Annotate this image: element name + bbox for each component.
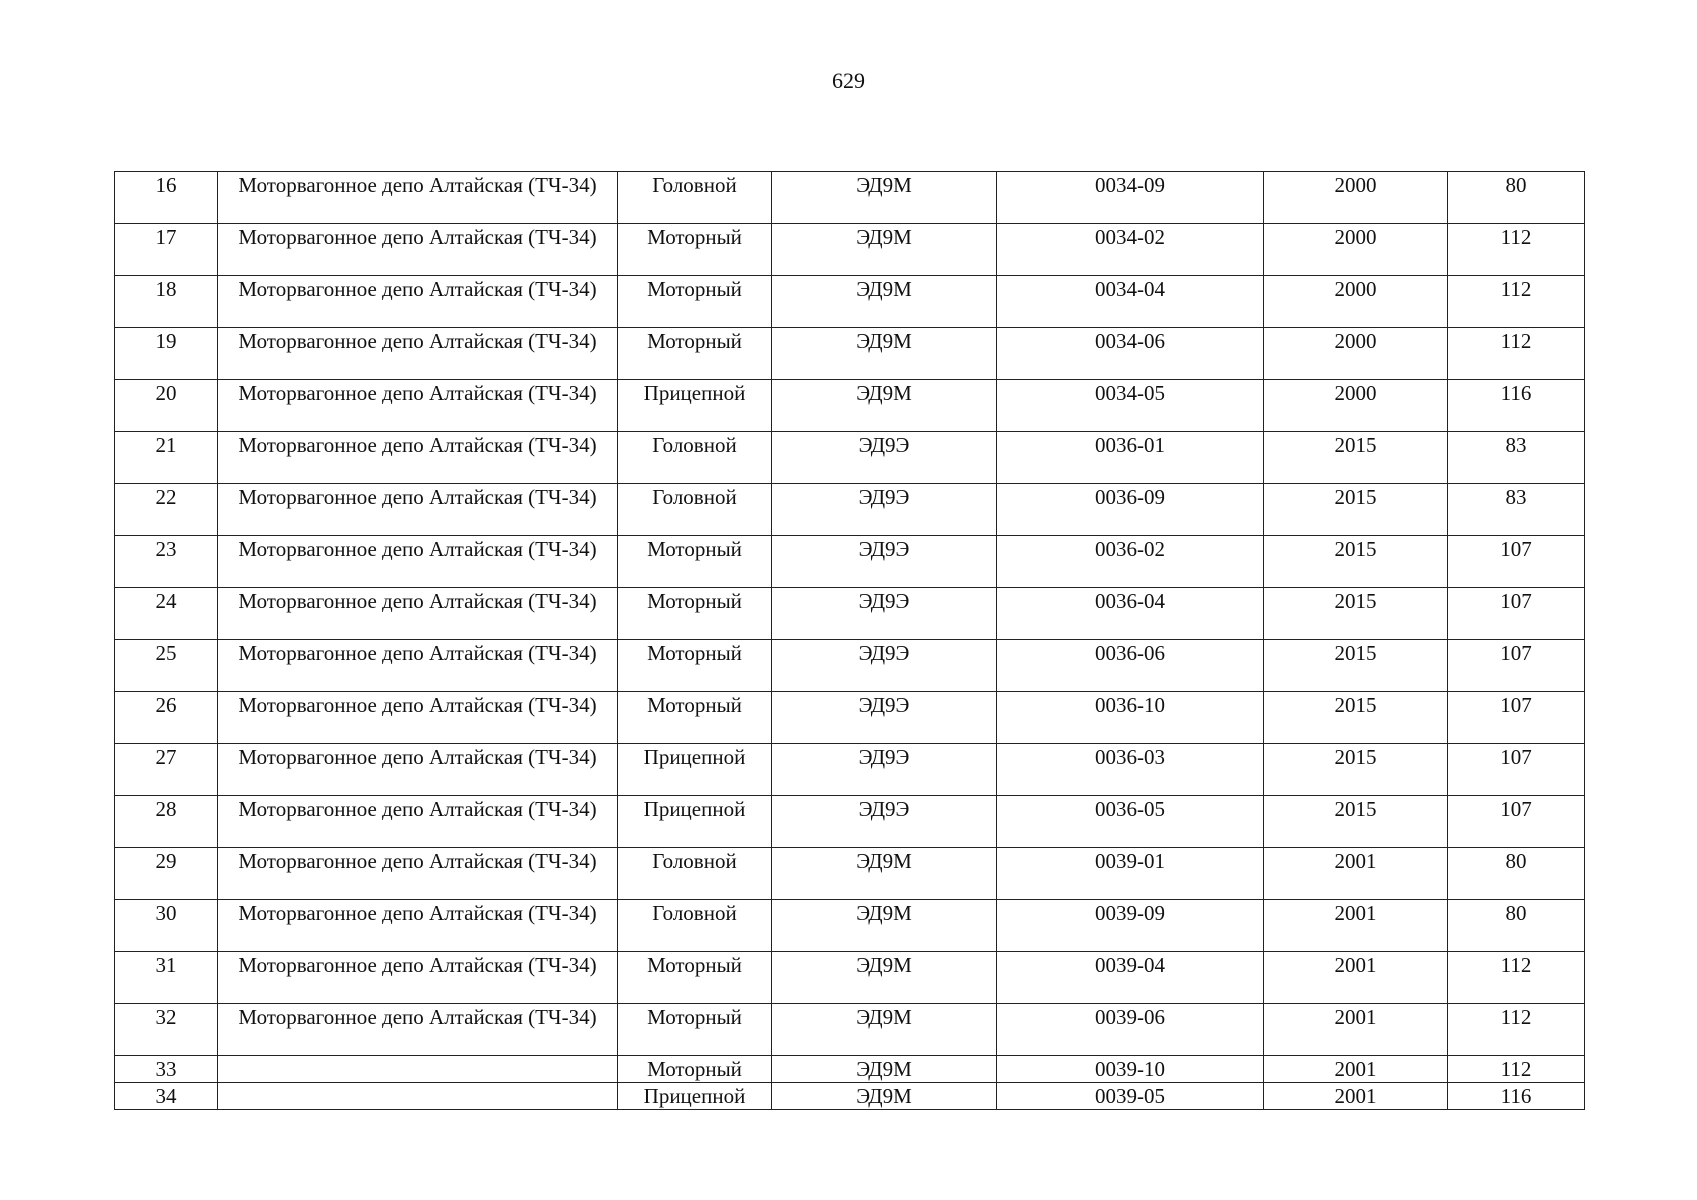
table-row: [115, 1083, 1585, 1110]
value-cell: 107: [1448, 796, 1585, 848]
page-number: 629: [832, 68, 865, 93]
car-number-cell: 0039-01: [997, 848, 1264, 900]
table-row: [115, 952, 1585, 1004]
value-cell: 107: [1448, 692, 1585, 744]
value-cell: 112: [1448, 276, 1585, 328]
series-cell: ЭД9М: [772, 224, 997, 276]
value-cell: 107: [1448, 588, 1585, 640]
table-row: [115, 172, 1585, 224]
depot-cell: Моторвагонное депо Алтайская (ТЧ-34): [218, 900, 618, 952]
series-cell: ЭД9М: [772, 1083, 997, 1110]
series-cell: ЭД9Э: [772, 588, 997, 640]
depot-cell: Моторвагонное депо Алтайская (ТЧ-34): [218, 1004, 618, 1056]
table-row: [115, 224, 1585, 276]
series-cell: ЭД9М: [772, 952, 997, 1004]
value-cell: 116: [1448, 1083, 1585, 1110]
car-number-cell: 0039-06: [997, 1004, 1264, 1056]
car-number-cell: 0034-09: [997, 172, 1264, 224]
table-row: [115, 432, 1585, 484]
table-row: [115, 380, 1585, 432]
car-number-cell: 0036-09: [997, 484, 1264, 536]
series-cell: ЭД9М: [772, 328, 997, 380]
value-cell: 107: [1448, 640, 1585, 692]
car-number-cell: 0039-09: [997, 900, 1264, 952]
value-cell: 112: [1448, 1004, 1585, 1056]
depot-cell: Моторвагонное депо Алтайская (ТЧ-34): [218, 484, 618, 536]
depot-cell: [218, 1083, 618, 1110]
row-number-cell: 34: [115, 1083, 218, 1110]
car-type-cell: Головной: [618, 900, 772, 952]
depot-cell: Моторвагонное депо Алтайская (ТЧ-34): [218, 588, 618, 640]
value-cell: 107: [1448, 536, 1585, 588]
depot-cell: Моторвагонное депо Алтайская (ТЧ-34): [218, 744, 618, 796]
table-row: [115, 588, 1585, 640]
series-cell: ЭД9М: [772, 172, 997, 224]
car-number-cell: 0036-02: [997, 536, 1264, 588]
depot-cell: Моторвагонное депо Алтайская (ТЧ-34): [218, 536, 618, 588]
row-number-cell: 28: [115, 796, 218, 848]
value-cell: 112: [1448, 1056, 1585, 1083]
car-type-cell: Головной: [618, 432, 772, 484]
year-cell: 2000: [1264, 276, 1448, 328]
series-cell: ЭД9М: [772, 1056, 997, 1083]
value-cell: 112: [1448, 328, 1585, 380]
car-type-cell: Моторный: [618, 1056, 772, 1083]
depot-cell: Моторвагонное депо Алтайская (ТЧ-34): [218, 848, 618, 900]
depot-cell: Моторвагонное депо Алтайская (ТЧ-34): [218, 432, 618, 484]
row-number-cell: 22: [115, 484, 218, 536]
value-cell: 80: [1448, 900, 1585, 952]
car-type-cell: Моторный: [618, 692, 772, 744]
row-number-cell: 29: [115, 848, 218, 900]
car-type-cell: Головной: [618, 172, 772, 224]
table-row: [115, 796, 1585, 848]
depot-cell: Моторвагонное депо Алтайская (ТЧ-34): [218, 796, 618, 848]
value-cell: 80: [1448, 848, 1585, 900]
row-number-cell: 23: [115, 536, 218, 588]
table-row: [115, 1004, 1585, 1056]
car-type-cell: Моторный: [618, 952, 772, 1004]
series-cell: ЭД9Э: [772, 484, 997, 536]
year-cell: 2000: [1264, 380, 1448, 432]
year-cell: 2001: [1264, 1004, 1448, 1056]
car-type-cell: Моторный: [618, 640, 772, 692]
series-cell: ЭД9М: [772, 1004, 997, 1056]
series-cell: ЭД9М: [772, 380, 997, 432]
car-type-cell: Прицепной: [618, 796, 772, 848]
row-number-cell: 27: [115, 744, 218, 796]
table-row: [115, 276, 1585, 328]
value-cell: 112: [1448, 952, 1585, 1004]
table-row: [115, 1056, 1585, 1083]
table-row: [115, 848, 1585, 900]
year-cell: 2015: [1264, 796, 1448, 848]
depot-cell: Моторвагонное депо Алтайская (ТЧ-34): [218, 328, 618, 380]
row-number-cell: 30: [115, 900, 218, 952]
car-type-cell: Моторный: [618, 328, 772, 380]
car-number-cell: 0036-06: [997, 640, 1264, 692]
row-number-cell: 17: [115, 224, 218, 276]
value-cell: 80: [1448, 172, 1585, 224]
series-cell: ЭД9Э: [772, 432, 997, 484]
series-cell: ЭД9Э: [772, 796, 997, 848]
depot-cell: Моторвагонное депо Алтайская (ТЧ-34): [218, 380, 618, 432]
car-type-cell: Моторный: [618, 276, 772, 328]
depot-cell: Моторвагонное депо Алтайская (ТЧ-34): [218, 952, 618, 1004]
year-cell: 2015: [1264, 640, 1448, 692]
table-row: [115, 744, 1585, 796]
table-row: [115, 640, 1585, 692]
series-cell: ЭД9Э: [772, 536, 997, 588]
row-number-cell: 19: [115, 328, 218, 380]
depot-cell: [218, 1056, 618, 1083]
car-type-cell: Головной: [618, 848, 772, 900]
year-cell: 2001: [1264, 1056, 1448, 1083]
year-cell: 2015: [1264, 588, 1448, 640]
table-body: [115, 172, 1585, 1110]
car-type-cell: Прицепной: [618, 380, 772, 432]
car-number-cell: 0034-02: [997, 224, 1264, 276]
car-number-cell: 0036-04: [997, 588, 1264, 640]
row-number-cell: 18: [115, 276, 218, 328]
car-number-cell: 0039-04: [997, 952, 1264, 1004]
value-cell: 83: [1448, 484, 1585, 536]
car-number-cell: 0034-05: [997, 380, 1264, 432]
year-cell: 2000: [1264, 224, 1448, 276]
car-number-cell: 0034-06: [997, 328, 1264, 380]
table-row: [115, 692, 1585, 744]
value-cell: 116: [1448, 380, 1585, 432]
year-cell: 2000: [1264, 172, 1448, 224]
car-type-cell: Прицепной: [618, 1083, 772, 1110]
year-cell: 2015: [1264, 744, 1448, 796]
depot-cell: Моторвагонное депо Алтайская (ТЧ-34): [218, 224, 618, 276]
year-cell: 2001: [1264, 952, 1448, 1004]
value-cell: 107: [1448, 744, 1585, 796]
row-number-cell: 26: [115, 692, 218, 744]
year-cell: 2015: [1264, 536, 1448, 588]
car-type-cell: Моторный: [618, 536, 772, 588]
depot-cell: Моторвагонное депо Алтайская (ТЧ-34): [218, 692, 618, 744]
row-number-cell: 21: [115, 432, 218, 484]
year-cell: 2015: [1264, 432, 1448, 484]
row-number-cell: 33: [115, 1056, 218, 1083]
car-number-cell: 0036-01: [997, 432, 1264, 484]
table-row: [115, 484, 1585, 536]
depot-cell: Моторвагонное депо Алтайская (ТЧ-34): [218, 640, 618, 692]
row-number-cell: 16: [115, 172, 218, 224]
car-number-cell: 0034-04: [997, 276, 1264, 328]
year-cell: 2001: [1264, 900, 1448, 952]
car-type-cell: Моторный: [618, 224, 772, 276]
table-row: [115, 536, 1585, 588]
series-cell: ЭД9М: [772, 900, 997, 952]
series-cell: ЭД9М: [772, 848, 997, 900]
year-cell: 2001: [1264, 1083, 1448, 1110]
row-number-cell: 20: [115, 380, 218, 432]
car-number-cell: 0036-05: [997, 796, 1264, 848]
year-cell: 2000: [1264, 328, 1448, 380]
value-cell: 83: [1448, 432, 1585, 484]
value-cell: 112: [1448, 224, 1585, 276]
year-cell: 2001: [1264, 848, 1448, 900]
depot-cell: Моторвагонное депо Алтайская (ТЧ-34): [218, 172, 618, 224]
car-type-cell: Моторный: [618, 588, 772, 640]
year-cell: 2015: [1264, 484, 1448, 536]
car-type-cell: Головной: [618, 484, 772, 536]
row-number-cell: 24: [115, 588, 218, 640]
row-number-cell: 31: [115, 952, 218, 1004]
table-row: [115, 900, 1585, 952]
series-cell: ЭД9Э: [772, 692, 997, 744]
series-cell: ЭД9Э: [772, 640, 997, 692]
row-number-cell: 25: [115, 640, 218, 692]
row-number-cell: 32: [115, 1004, 218, 1056]
car-number-cell: 0036-03: [997, 744, 1264, 796]
series-cell: ЭД9Э: [772, 744, 997, 796]
depot-cell: Моторвагонное депо Алтайская (ТЧ-34): [218, 276, 618, 328]
car-number-cell: 0036-10: [997, 692, 1264, 744]
car-type-cell: Прицепной: [618, 744, 772, 796]
year-cell: 2015: [1264, 692, 1448, 744]
car-number-cell: 0039-10: [997, 1056, 1264, 1083]
rolling-stock-table: [114, 171, 1585, 1110]
table-row: [115, 328, 1585, 380]
car-number-cell: 0039-05: [997, 1083, 1264, 1110]
series-cell: ЭД9М: [772, 276, 997, 328]
car-type-cell: Моторный: [618, 1004, 772, 1056]
